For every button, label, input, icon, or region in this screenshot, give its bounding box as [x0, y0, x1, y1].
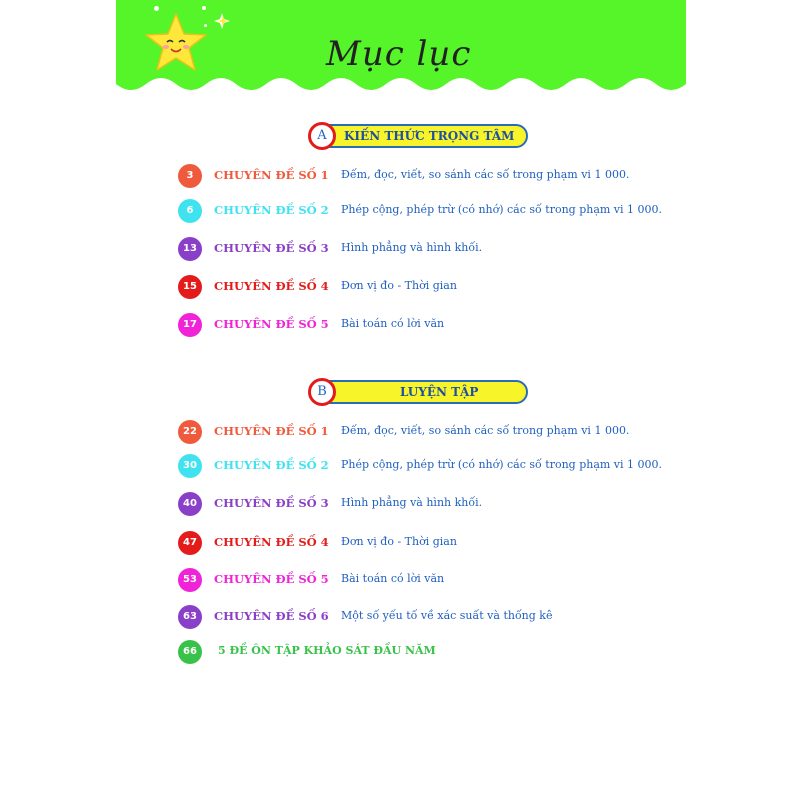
toc-row[interactable]	[178, 420, 678, 444]
dot-decoration	[204, 24, 207, 27]
toc-row[interactable]	[178, 492, 678, 516]
sparkle-icon	[216, 14, 230, 28]
page-number-badge: 47	[178, 531, 202, 555]
chapter-description: Phép cộng, phép trừ (có nhớ) các số trong phạm vi 1 000.	[341, 203, 663, 216]
chapter-description: Phép cộng, phép trừ (có nhớ) các số trong phạm vi 1 000.	[341, 458, 663, 471]
chapter-description: Đơn vị đo - Thời gian	[341, 279, 457, 292]
page-number-badge: 3	[178, 164, 202, 188]
section-a-header	[312, 124, 528, 148]
section-a-title: KIẾN THỨC TRỌNG TÂM	[344, 129, 515, 143]
chapter-label: CHUYÊN ĐỀ SỐ 3	[214, 241, 329, 255]
section-b-header	[312, 380, 528, 404]
toc-row[interactable]	[178, 275, 678, 299]
chapter-description: Hình phẳng và hình khối.	[341, 241, 483, 254]
chapter-label: CHUYÊN ĐỀ SỐ 6	[214, 609, 329, 623]
section-b-title: LUYỆN TẬP	[400, 385, 479, 399]
chapter-description: Một số yếu tố về xác suất và thống kê	[341, 609, 553, 622]
toc-row[interactable]	[178, 313, 678, 337]
toc-row[interactable]	[178, 568, 678, 592]
chapter-description: Đếm, đọc, viết, so sánh các số trong phạm vi 1 000.	[341, 424, 630, 437]
page-number-badge: 63	[178, 605, 202, 629]
page-number-badge: 40	[178, 492, 202, 516]
chapter-label: CHUYÊN ĐỀ SỐ 2	[214, 458, 329, 472]
page-title: Mục lục	[326, 34, 472, 74]
chapter-label: CHUYÊN ĐỀ SỐ 1	[214, 424, 329, 438]
chapter-label: CHUYÊN ĐỀ SỐ 4	[214, 535, 329, 549]
chapter-label: CHUYÊN ĐỀ SỐ 3	[214, 496, 329, 510]
header-band	[116, 0, 686, 108]
page-number-badge: 15	[178, 275, 202, 299]
page-number-badge: 53	[178, 568, 202, 592]
smiling-star-icon	[140, 12, 210, 74]
page-number-badge: 30	[178, 454, 202, 478]
toc-row[interactable]	[178, 605, 678, 629]
page-number-badge: 22	[178, 420, 202, 444]
chapter-description: Bài toán có lời văn	[341, 572, 445, 585]
chapter-label: CHUYÊN ĐỀ SỐ 5	[214, 572, 329, 586]
page-number-badge: 13	[178, 237, 202, 261]
toc-row[interactable]	[178, 164, 678, 188]
toc-row[interactable]	[178, 237, 678, 261]
dot-decoration	[154, 6, 159, 11]
page-number-badge: 6	[178, 199, 202, 223]
page-number-badge: 66	[178, 640, 202, 664]
section-a-badge: A	[308, 122, 336, 150]
page-number-badge: 17	[178, 313, 202, 337]
section-b-badge: B	[308, 378, 336, 406]
toc-row[interactable]	[178, 199, 678, 223]
dot-decoration	[202, 6, 206, 10]
chapter-description: Đơn vị đo - Thời gian	[341, 535, 457, 548]
chapter-label: CHUYÊN ĐỀ SỐ 5	[214, 317, 329, 331]
chapter-description: Hình phẳng và hình khối.	[341, 496, 483, 509]
review-exams-label: 5 ĐỀ ÔN TẬP KHẢO SÁT ĐẦU NĂM	[218, 644, 436, 657]
toc-row[interactable]	[178, 531, 678, 555]
chapter-description: Đếm, đọc, viết, so sánh các số trong phạm vi 1 000.	[341, 168, 630, 181]
chapter-label: CHUYÊN ĐỀ SỐ 4	[214, 279, 329, 293]
toc-page	[116, 0, 686, 800]
chapter-label: CHUYÊN ĐỀ SỐ 2	[214, 203, 329, 217]
toc-row[interactable]	[178, 454, 678, 478]
toc-row-final[interactable]	[178, 640, 678, 664]
chapter-label: CHUYÊN ĐỀ SỐ 1	[214, 168, 329, 182]
chapter-description: Bài toán có lời văn	[341, 317, 445, 330]
